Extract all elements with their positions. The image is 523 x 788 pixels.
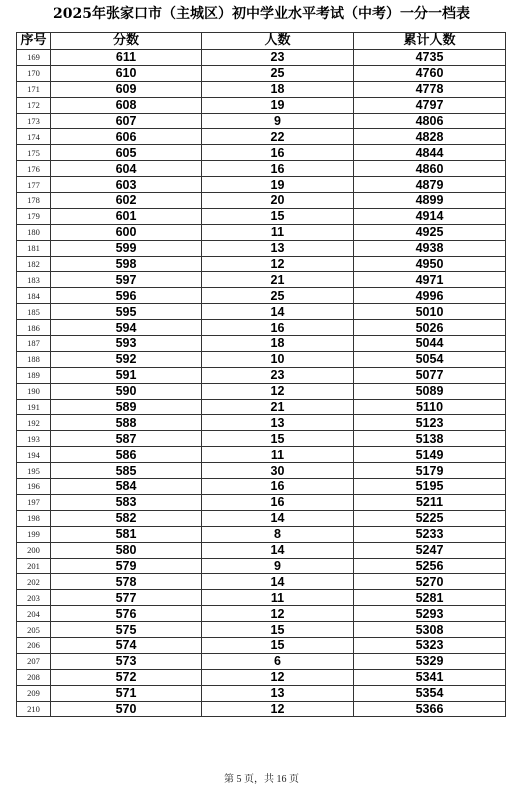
cumulative-cell: 4860	[354, 161, 506, 177]
score-cell: 594	[51, 320, 202, 336]
cumulative-cell: 4735	[354, 50, 506, 66]
count-cell: 23	[202, 367, 354, 383]
cumulative-cell: 5123	[354, 415, 506, 431]
seq-cell: 208	[17, 669, 51, 685]
table-row	[17, 685, 506, 701]
cumulative-cell: 4778	[354, 81, 506, 97]
score-cell: 571	[51, 685, 202, 701]
table-row	[17, 177, 506, 193]
table-row	[17, 208, 506, 224]
cumulative-cell: 5293	[354, 606, 506, 622]
table-row	[17, 399, 506, 415]
seq-cell: 169	[17, 50, 51, 66]
table-row	[17, 574, 506, 590]
cumulative-cell: 4914	[354, 208, 506, 224]
page-title: 2025年张家口市（主城区）初中学业水平考试（中考）一分一档表	[53, 6, 470, 22]
cumulative-cell: 5110	[354, 399, 506, 415]
cumulative-cell: 5281	[354, 590, 506, 606]
seq-cell: 193	[17, 431, 51, 447]
count-cell: 19	[202, 97, 354, 113]
table-row	[17, 272, 506, 288]
seq-cell: 187	[17, 336, 51, 352]
count-cell: 30	[202, 463, 354, 479]
count-cell: 12	[202, 606, 354, 622]
seq-cell: 175	[17, 145, 51, 161]
count-cell: 16	[202, 479, 354, 495]
score-cell: 589	[51, 399, 202, 415]
table-row	[17, 463, 506, 479]
cumulative-cell: 5247	[354, 542, 506, 558]
count-cell: 11	[202, 590, 354, 606]
seq-cell: 184	[17, 288, 51, 304]
score-cell: 597	[51, 272, 202, 288]
seq-cell: 192	[17, 415, 51, 431]
table-row	[17, 304, 506, 320]
count-cell: 9	[202, 558, 354, 574]
cumulative-cell: 4797	[354, 97, 506, 113]
count-cell: 14	[202, 304, 354, 320]
table-row	[17, 113, 506, 129]
table-row	[17, 288, 506, 304]
score-cell: 585	[51, 463, 202, 479]
table-row	[17, 606, 506, 622]
cumulative-cell: 5195	[354, 479, 506, 495]
cumulative-cell: 5089	[354, 383, 506, 399]
seq-cell: 203	[17, 590, 51, 606]
cumulative-cell: 5211	[354, 494, 506, 510]
seq-cell: 176	[17, 161, 51, 177]
count-cell: 14	[202, 574, 354, 590]
score-cell: 577	[51, 590, 202, 606]
score-cell: 593	[51, 336, 202, 352]
cumulative-cell: 5026	[354, 320, 506, 336]
table-row	[17, 161, 506, 177]
seq-cell: 178	[17, 193, 51, 209]
table-row	[17, 558, 506, 574]
count-cell: 19	[202, 177, 354, 193]
table-row	[17, 256, 506, 272]
table-row	[17, 193, 506, 209]
count-cell: 13	[202, 415, 354, 431]
table-row	[17, 669, 506, 685]
seq-cell: 206	[17, 637, 51, 653]
seq-cell: 185	[17, 304, 51, 320]
cumulative-cell: 4828	[354, 129, 506, 145]
table-row	[17, 224, 506, 240]
score-cell: 584	[51, 479, 202, 495]
table-row	[17, 526, 506, 542]
count-cell: 13	[202, 685, 354, 701]
seq-cell: 171	[17, 81, 51, 97]
cumulative-cell: 5225	[354, 510, 506, 526]
count-cell: 14	[202, 510, 354, 526]
seq-cell: 183	[17, 272, 51, 288]
score-cell: 610	[51, 65, 202, 81]
seq-cell: 182	[17, 256, 51, 272]
score-cell: 586	[51, 447, 202, 463]
seq-cell: 190	[17, 383, 51, 399]
cumulative-cell: 4760	[354, 65, 506, 81]
score-cell: 590	[51, 383, 202, 399]
score-cell: 582	[51, 510, 202, 526]
table-row	[17, 622, 506, 638]
seq-cell: 207	[17, 653, 51, 669]
score-cell: 608	[51, 97, 202, 113]
cumulative-cell: 4844	[354, 145, 506, 161]
cumulative-cell: 4806	[354, 113, 506, 129]
table-row	[17, 65, 506, 81]
score-cell: 604	[51, 161, 202, 177]
cumulative-cell: 5270	[354, 574, 506, 590]
seq-cell: 201	[17, 558, 51, 574]
cumulative-cell: 5179	[354, 463, 506, 479]
cumulative-cell: 4879	[354, 177, 506, 193]
cumulative-cell: 5341	[354, 669, 506, 685]
count-cell: 6	[202, 653, 354, 669]
seq-cell: 209	[17, 685, 51, 701]
count-cell: 18	[202, 81, 354, 97]
score-cell: 587	[51, 431, 202, 447]
score-cell: 606	[51, 129, 202, 145]
seq-cell: 180	[17, 224, 51, 240]
cumulative-cell: 5044	[354, 336, 506, 352]
count-cell: 16	[202, 145, 354, 161]
count-cell: 12	[202, 669, 354, 685]
table-row	[17, 351, 506, 367]
cumulative-cell: 5329	[354, 653, 506, 669]
table-row	[17, 240, 506, 256]
table-row	[17, 447, 506, 463]
table-row	[17, 542, 506, 558]
score-cell: 570	[51, 701, 202, 717]
count-cell: 15	[202, 208, 354, 224]
seq-cell: 189	[17, 367, 51, 383]
table-row	[17, 145, 506, 161]
table-row	[17, 637, 506, 653]
header-cumulative: 累计人数	[354, 33, 506, 50]
count-cell: 16	[202, 161, 354, 177]
count-cell: 21	[202, 272, 354, 288]
count-cell: 11	[202, 224, 354, 240]
seq-cell: 188	[17, 351, 51, 367]
score-distribution-table	[16, 32, 506, 717]
cumulative-cell: 5308	[354, 622, 506, 638]
seq-cell: 204	[17, 606, 51, 622]
count-cell: 16	[202, 320, 354, 336]
count-cell: 8	[202, 526, 354, 542]
score-cell: 607	[51, 113, 202, 129]
cumulative-cell: 5138	[354, 431, 506, 447]
count-cell: 15	[202, 622, 354, 638]
seq-cell: 197	[17, 494, 51, 510]
cumulative-cell: 5077	[354, 367, 506, 383]
header-count: 人数	[202, 33, 354, 50]
table-row	[17, 367, 506, 383]
cumulative-cell: 5054	[354, 351, 506, 367]
score-cell: 588	[51, 415, 202, 431]
score-cell: 596	[51, 288, 202, 304]
count-cell: 20	[202, 193, 354, 209]
cumulative-cell: 5354	[354, 685, 506, 701]
cumulative-cell: 4925	[354, 224, 506, 240]
seq-cell: 198	[17, 510, 51, 526]
count-cell: 15	[202, 637, 354, 653]
table-row	[17, 494, 506, 510]
table-header-row	[17, 33, 506, 50]
seq-cell: 177	[17, 177, 51, 193]
score-cell: 592	[51, 351, 202, 367]
table-row	[17, 431, 506, 447]
count-cell: 25	[202, 288, 354, 304]
table-row	[17, 653, 506, 669]
cumulative-cell: 5256	[354, 558, 506, 574]
count-cell: 15	[202, 431, 354, 447]
score-cell: 581	[51, 526, 202, 542]
table-row	[17, 129, 506, 145]
seq-cell: 210	[17, 701, 51, 717]
seq-cell: 179	[17, 208, 51, 224]
seq-cell: 186	[17, 320, 51, 336]
table-row	[17, 97, 506, 113]
count-cell: 25	[202, 65, 354, 81]
seq-cell: 202	[17, 574, 51, 590]
table-row	[17, 81, 506, 97]
count-cell: 12	[202, 383, 354, 399]
count-cell: 14	[202, 542, 354, 558]
seq-cell: 191	[17, 399, 51, 415]
table-row	[17, 479, 506, 495]
count-cell: 18	[202, 336, 354, 352]
cumulative-cell: 5149	[354, 447, 506, 463]
table-row	[17, 320, 506, 336]
header-seq: 序号	[17, 33, 51, 50]
seq-cell: 181	[17, 240, 51, 256]
table-row	[17, 510, 506, 526]
seq-cell: 172	[17, 97, 51, 113]
score-cell: 575	[51, 622, 202, 638]
count-cell: 23	[202, 50, 354, 66]
score-cell: 574	[51, 637, 202, 653]
score-cell: 595	[51, 304, 202, 320]
count-cell: 13	[202, 240, 354, 256]
score-cell: 591	[51, 367, 202, 383]
count-cell: 11	[202, 447, 354, 463]
cumulative-cell: 5010	[354, 304, 506, 320]
score-cell: 602	[51, 193, 202, 209]
cumulative-cell: 4938	[354, 240, 506, 256]
cumulative-cell: 5366	[354, 701, 506, 717]
seq-cell: 173	[17, 113, 51, 129]
seq-cell: 196	[17, 479, 51, 495]
count-cell: 12	[202, 701, 354, 717]
cumulative-cell: 4971	[354, 272, 506, 288]
header-score: 分数	[51, 33, 202, 50]
cumulative-cell: 4950	[354, 256, 506, 272]
count-cell: 10	[202, 351, 354, 367]
score-cell: 576	[51, 606, 202, 622]
table-row	[17, 701, 506, 717]
score-cell: 572	[51, 669, 202, 685]
score-cell: 579	[51, 558, 202, 574]
cumulative-cell: 5233	[354, 526, 506, 542]
seq-cell: 174	[17, 129, 51, 145]
seq-cell: 199	[17, 526, 51, 542]
count-cell: 21	[202, 399, 354, 415]
seq-cell: 170	[17, 65, 51, 81]
count-cell: 12	[202, 256, 354, 272]
score-cell: 598	[51, 256, 202, 272]
seq-cell: 205	[17, 622, 51, 638]
score-cell: 599	[51, 240, 202, 256]
table-row	[17, 50, 506, 66]
score-cell: 600	[51, 224, 202, 240]
seq-cell: 194	[17, 447, 51, 463]
count-cell: 9	[202, 113, 354, 129]
score-cell: 573	[51, 653, 202, 669]
score-cell: 603	[51, 177, 202, 193]
cumulative-cell: 4996	[354, 288, 506, 304]
score-cell: 583	[51, 494, 202, 510]
table-row	[17, 415, 506, 431]
score-cell: 605	[51, 145, 202, 161]
seq-cell: 195	[17, 463, 51, 479]
table-row	[17, 590, 506, 606]
page-footer: 第 5 页，共 16 页	[224, 774, 299, 785]
cumulative-cell: 5323	[354, 637, 506, 653]
score-cell: 611	[51, 50, 202, 66]
table-row	[17, 336, 506, 352]
seq-cell: 200	[17, 542, 51, 558]
count-cell: 16	[202, 494, 354, 510]
count-cell: 22	[202, 129, 354, 145]
score-cell: 580	[51, 542, 202, 558]
table-row	[17, 383, 506, 399]
score-cell: 609	[51, 81, 202, 97]
cumulative-cell: 4899	[354, 193, 506, 209]
score-cell: 578	[51, 574, 202, 590]
score-cell: 601	[51, 208, 202, 224]
